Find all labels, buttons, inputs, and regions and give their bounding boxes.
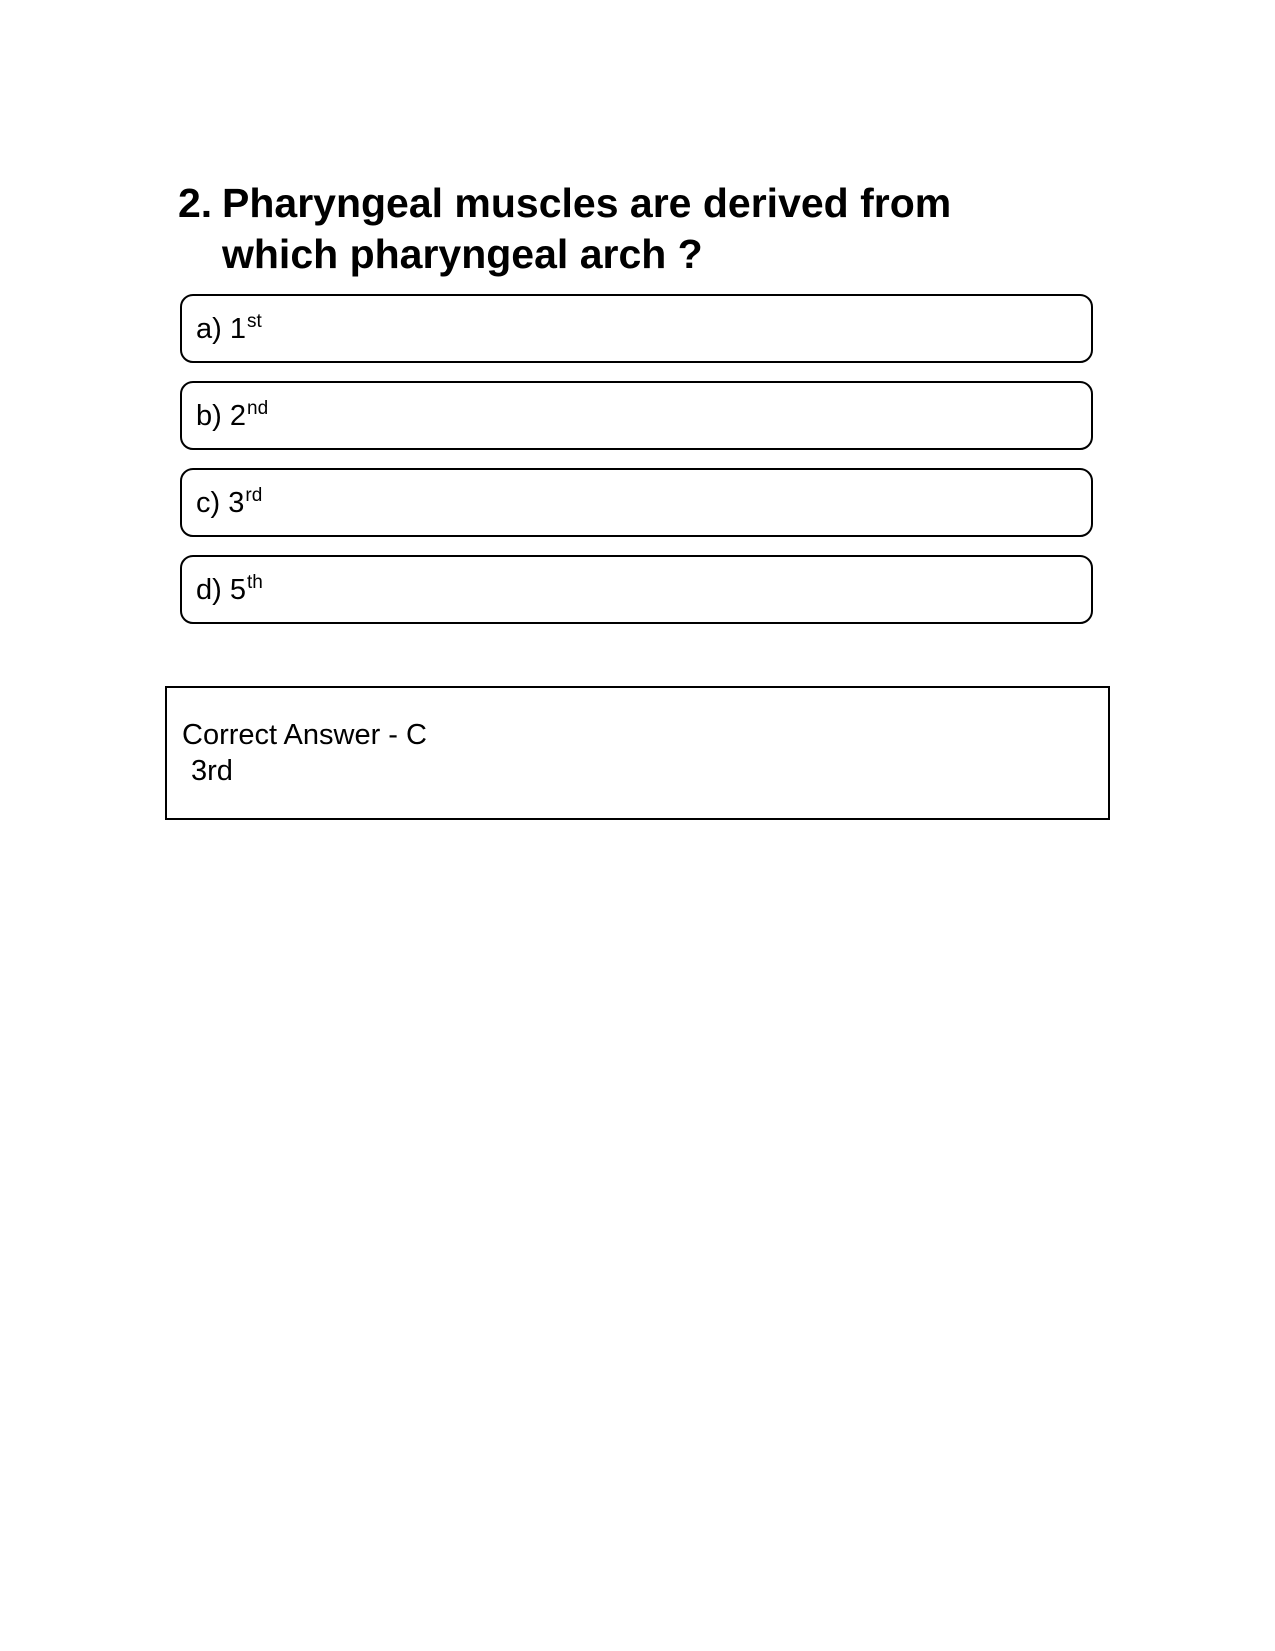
question: [178, 178, 998, 280]
option-value: 2: [229, 400, 246, 432]
correct-answer-line: Correct Answer - C: [182, 719, 427, 751]
option-suffix: rd: [245, 485, 263, 506]
question-text: Pharyngeal muscles are derived from which pharyngeal arch ?: [222, 180, 952, 277]
option-label: b): [196, 400, 222, 432]
option-label: a): [196, 313, 222, 345]
option-suffix: th: [247, 572, 263, 593]
option-d[interactable]: [180, 555, 1093, 624]
option-a[interactable]: [180, 294, 1093, 363]
option-value: 3: [228, 487, 245, 519]
option-suffix: nd: [247, 398, 269, 419]
answer-box: [165, 686, 1110, 820]
question-number: 2.: [178, 180, 213, 226]
option-label: d): [196, 574, 222, 606]
option-b[interactable]: [180, 381, 1093, 450]
option-value: 1: [229, 313, 246, 345]
option-label: c): [196, 487, 221, 519]
option-suffix: st: [247, 311, 262, 332]
correct-answer-value: 3rd: [191, 755, 233, 787]
option-value: 5: [229, 574, 246, 606]
option-c[interactable]: [180, 468, 1093, 537]
